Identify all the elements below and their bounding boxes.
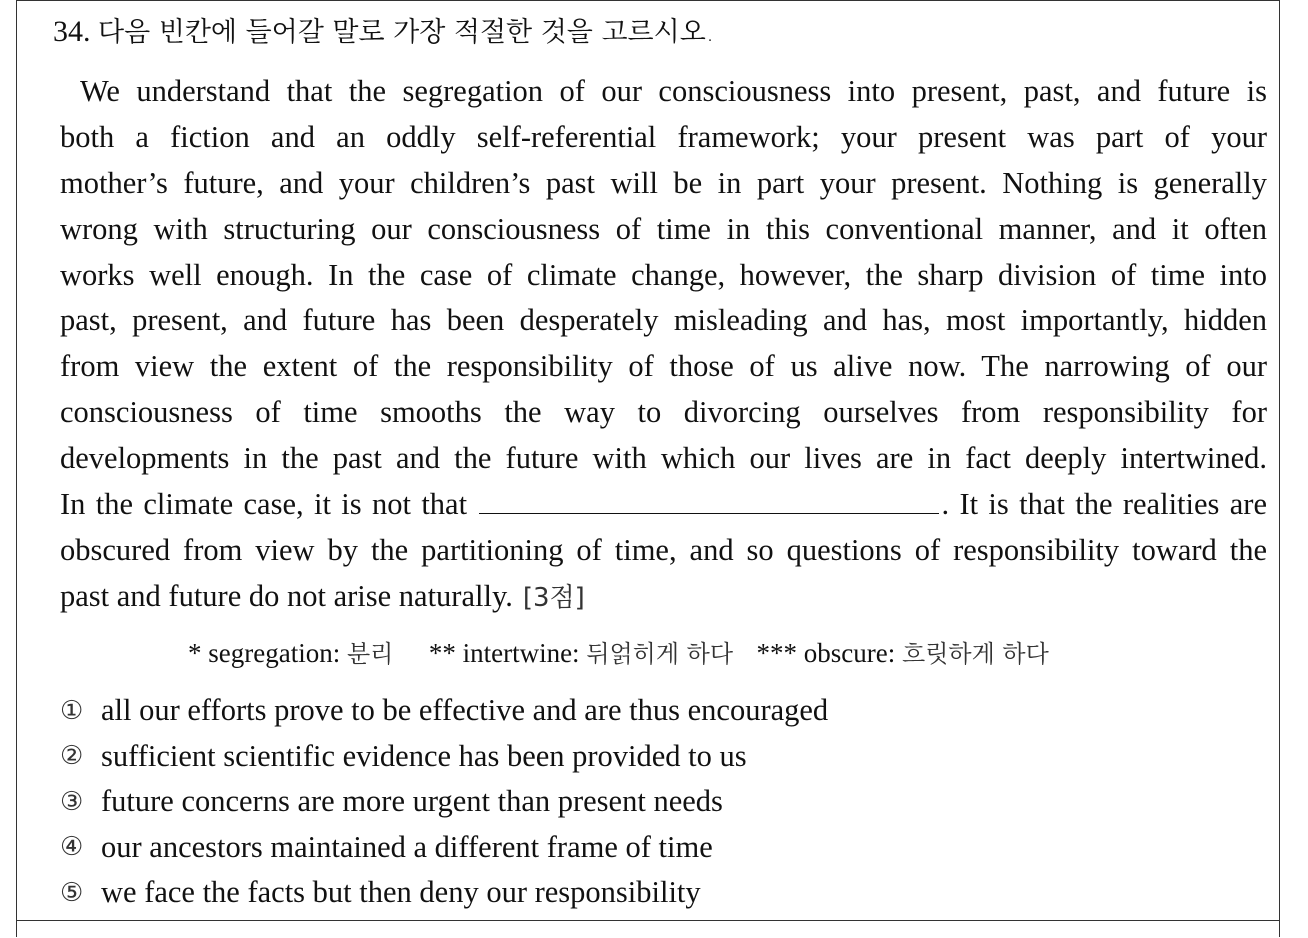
footnote-term: obscure: bbox=[803, 638, 896, 668]
blank-following-text: . It is that the realities are bbox=[941, 487, 1267, 522]
choice-5[interactable] bbox=[60, 870, 828, 916]
choice-text: all our efforts prove to be effective and are thus encouraged bbox=[101, 693, 829, 728]
passage-line: mother’s future, and your children’s past will be in part your present. Nothing is generally bbox=[60, 165, 1267, 200]
answer-choices bbox=[60, 688, 828, 916]
footnote-marker: *** bbox=[756, 638, 798, 668]
passage-line: both a fiction and an oddly self-referential framework; your present was part of your bbox=[60, 119, 1267, 154]
footnote-marker: * bbox=[188, 638, 202, 668]
choice-4[interactable] bbox=[60, 825, 828, 871]
footnote-term: intertwine: bbox=[462, 638, 580, 668]
passage-line: from view the extent of the responsibility of those of us alive now. The narrowing of our bbox=[60, 349, 1267, 384]
footnote-meaning: 뒤얽히게 하다 bbox=[586, 640, 734, 668]
choice-1[interactable] bbox=[60, 688, 828, 734]
choice-number: ⑤ bbox=[60, 877, 84, 908]
passage-line: consciousness of time smooths the way to divorcing ourselves from responsibility for bbox=[60, 395, 1267, 430]
passage-line: obscured from view by the partitioning of time, and so questions of responsibility toward the bbox=[60, 532, 1267, 567]
footnote-meaning: 흐릿하게 하다 bbox=[902, 640, 1049, 668]
vocabulary-footnotes bbox=[188, 634, 1049, 673]
choice-text: future concerns are more urgent than present needs bbox=[101, 784, 723, 819]
reading-passage bbox=[60, 69, 1267, 620]
choice-text: our ancestors maintained a different frame of time bbox=[101, 829, 713, 864]
footnote-meaning: 분리 bbox=[346, 640, 394, 668]
passage-line: works well enough. In the case of climate change, however, the sharp division of time into bbox=[60, 257, 1267, 292]
passage-final-line bbox=[60, 574, 1267, 620]
choice-number: ① bbox=[60, 695, 84, 726]
passage-line: wrong with structuring our consciousness of time in this conventional manner, and it often bbox=[60, 211, 1267, 246]
answer-blank bbox=[479, 489, 939, 514]
choice-3[interactable] bbox=[60, 779, 828, 825]
bottom-divider bbox=[16, 920, 1280, 921]
question-title bbox=[53, 12, 714, 53]
choice-2[interactable] bbox=[60, 734, 828, 780]
passage-blank-line bbox=[60, 482, 1267, 528]
passage-line: We understand that the segregation of our consciousness into present, past, and future is bbox=[80, 74, 1267, 108]
choice-number: ② bbox=[60, 741, 84, 772]
footnote-marker: ** bbox=[428, 638, 456, 668]
choice-number: ③ bbox=[60, 786, 84, 817]
choice-text: sufficient scientific evidence has been provided to us bbox=[101, 738, 747, 773]
passage-line: developments in the past and the future with which our lives are in fact deeply intertwined. bbox=[60, 441, 1267, 476]
blank-preceding-text: In the climate case, it is not that bbox=[60, 487, 468, 522]
passage-final-text: past and future do not arise naturally. bbox=[60, 578, 513, 613]
footnote-term: segregation: bbox=[208, 638, 341, 668]
points-badge: [3점] bbox=[522, 582, 585, 613]
question-number: 34. bbox=[53, 15, 91, 48]
question-instruction: 다음 빈칸에 들어갈 말로 가장 적절한 것을 고르시오. bbox=[98, 17, 715, 48]
choice-text: we face the facts but then deny our responsibility bbox=[101, 875, 701, 910]
choice-number: ④ bbox=[60, 832, 84, 863]
passage-line: past, present, and future has been desperately misleading and has, most importantly, hidden bbox=[60, 303, 1267, 338]
